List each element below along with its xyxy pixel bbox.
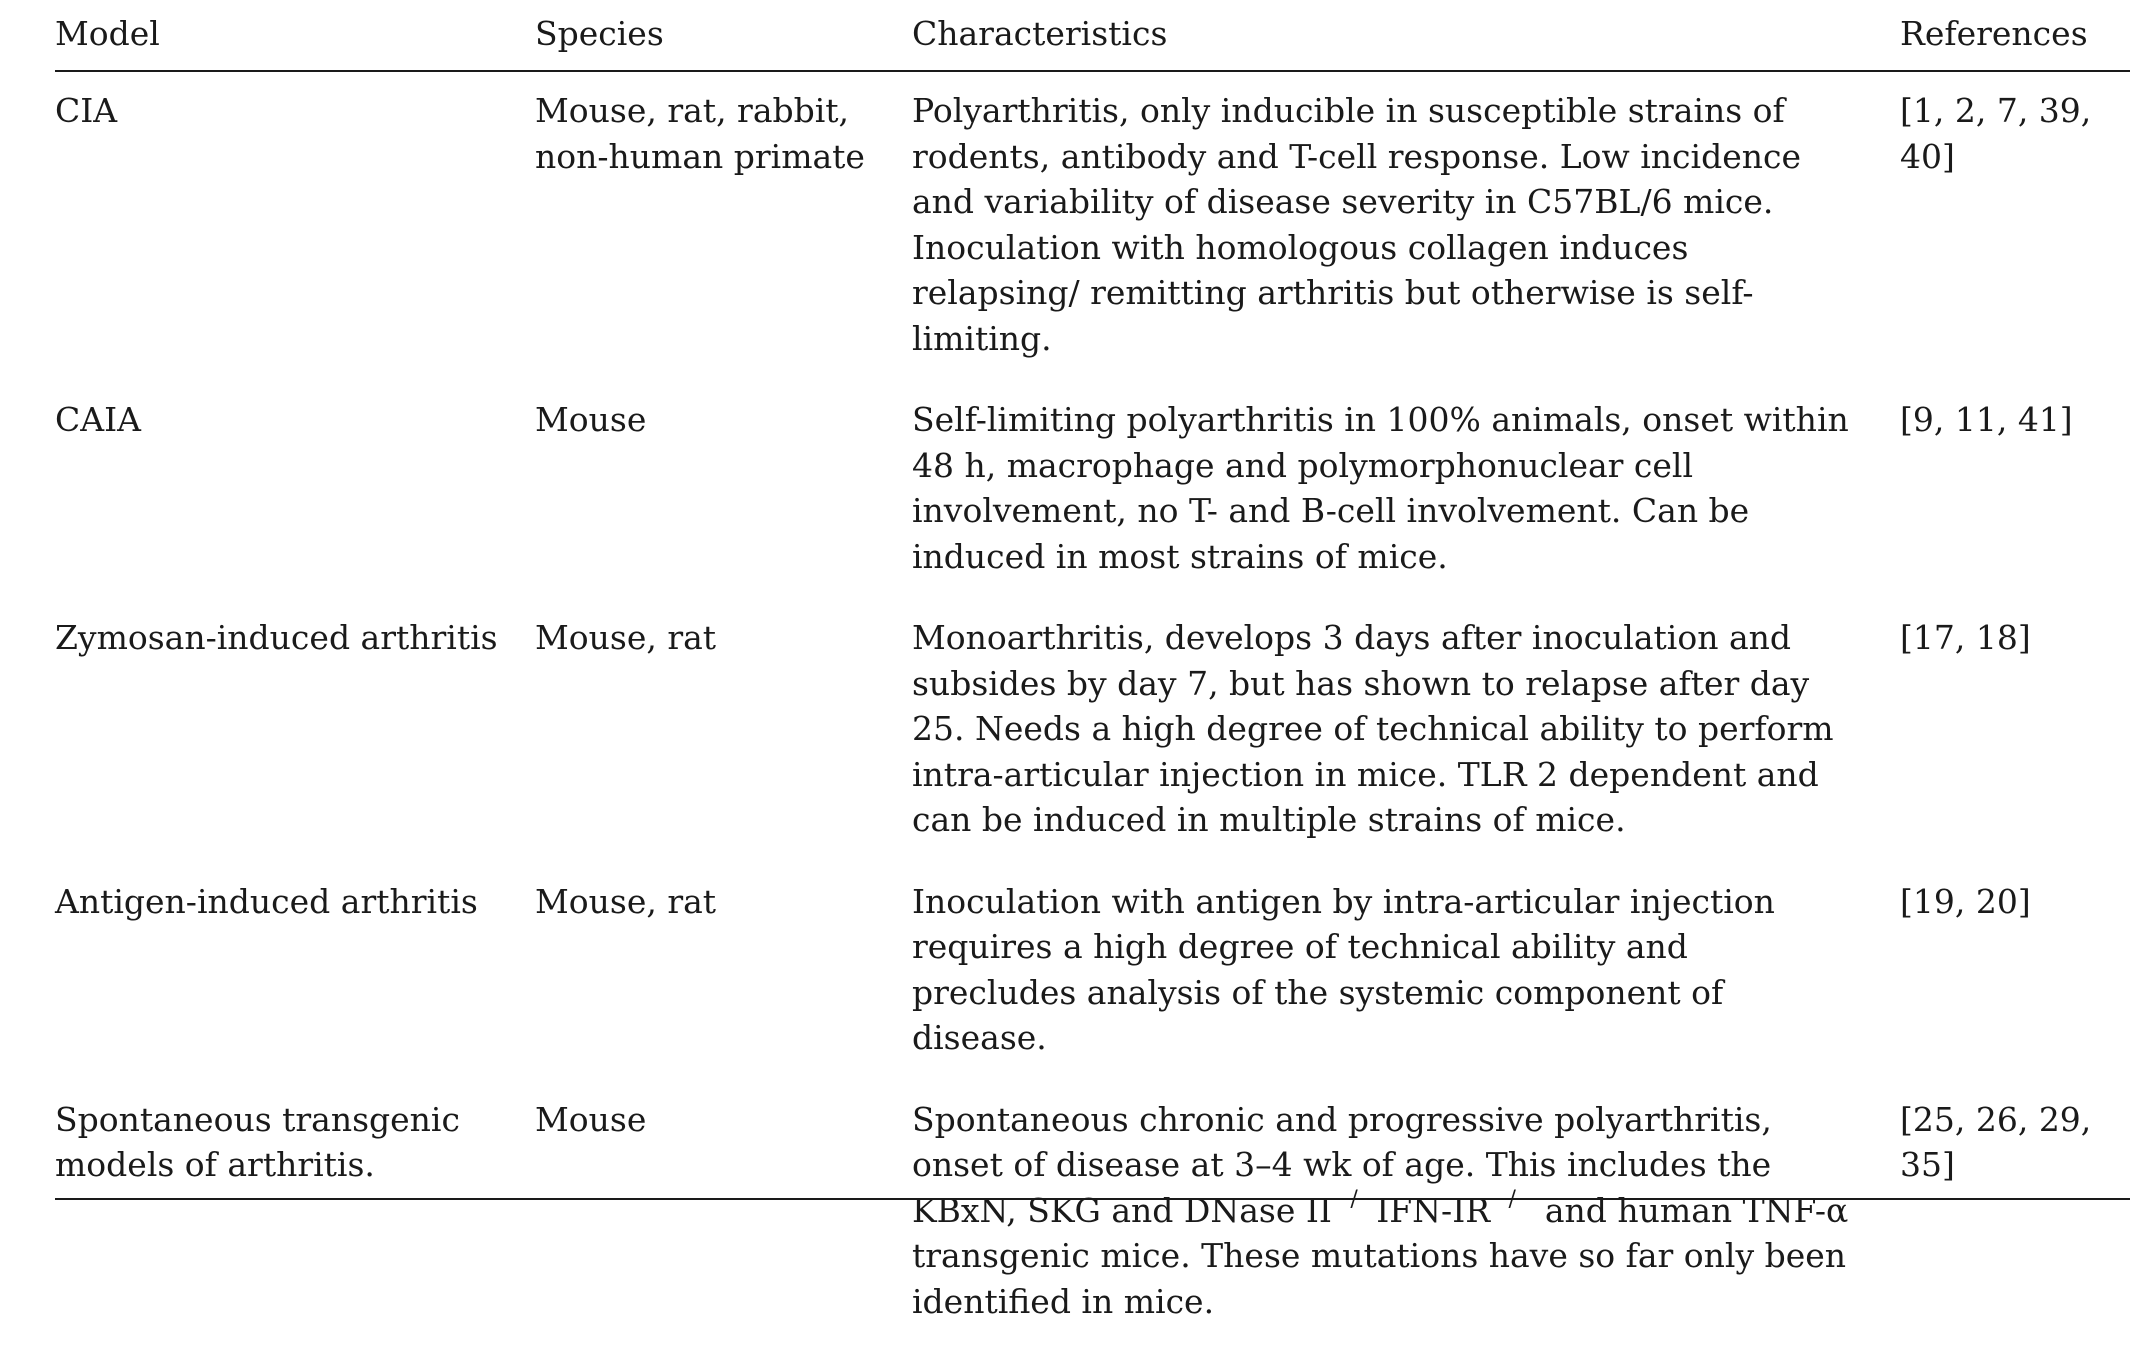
superscript-knockout-2: −/−	[1490, 1187, 1534, 1212]
characteristics-part-2: IFN-IR	[1376, 1191, 1490, 1230]
cell-species: Mouse	[535, 1081, 912, 1346]
header-row	[55, 0, 2130, 71]
header-references: References	[1900, 0, 2130, 71]
table-row	[55, 1081, 2130, 1346]
cell-characteristics	[912, 863, 1900, 1081]
table-row	[55, 381, 2130, 599]
characteristics-part-1: Spontaneous chronic and progressive polyarthritis, onset of disease at 3–4 wk of age. This includes the KBxN, SKG and DNase II	[912, 1100, 1772, 1230]
cell-characteristics	[912, 71, 1900, 381]
cell-model: CIA	[55, 71, 535, 381]
cell-characteristics	[912, 381, 1900, 599]
table-bottom-rule	[55, 1198, 2130, 1200]
models-table-container	[55, 0, 2130, 1346]
arthritis-models-table	[55, 0, 2130, 1346]
cell-species: Mouse, rat	[535, 599, 912, 863]
characteristics-text	[912, 1097, 1852, 1325]
characteristics-text: Polyarthritis, only inducible in susceptible strains of rodents, antibody and T-cell response. Low incidence and variability of disease severity in C57BL/6 mice. Inoculation with homologous collagen induces relapsing/ remitting arthritis but otherwise is self-limiting.	[912, 88, 1852, 361]
cell-model: CAIA	[55, 381, 535, 599]
header-characteristics: Characteristics	[912, 0, 1900, 71]
cell-characteristics	[912, 1081, 1900, 1346]
cell-species: Mouse, rat	[535, 863, 912, 1081]
table-row	[55, 863, 2130, 1081]
characteristics-part-3: and human TNF-α transgenic mice. These mutations have so far only been identified in mice.	[912, 1191, 1848, 1321]
cell-references: [1, 2, 7, 39, 40]	[1900, 71, 2130, 381]
header-model: Model	[55, 0, 535, 71]
table-body	[55, 71, 2130, 1346]
cell-references: [19, 20]	[1900, 863, 2130, 1081]
header-species: Species	[535, 0, 912, 71]
characteristics-text: Self-limiting polyarthritis in 100% animals, onset within 48 h, macrophage and polymorphonuclear cell involvement, no T- and B-cell involvement. Can be induced in most strains of mice.	[912, 397, 1852, 579]
cell-species: Mouse, rat, rabbit, non-human primate	[535, 71, 912, 381]
cell-references: [17, 18]	[1900, 599, 2130, 863]
cell-model: Zymosan-induced arthritis	[55, 599, 535, 863]
table-header	[55, 0, 2130, 71]
table-row	[55, 599, 2130, 863]
cell-references: [25, 26, 29, 35]	[1900, 1081, 2130, 1346]
cell-model: Spontaneous transgenic models of arthritis.	[55, 1081, 535, 1346]
superscript-knockout-1: −/−	[1332, 1187, 1376, 1212]
cell-characteristics	[912, 599, 1900, 863]
cell-model: Antigen-induced arthritis	[55, 863, 535, 1081]
cell-references: [9, 11, 41]	[1900, 381, 2130, 599]
cell-species: Mouse	[535, 381, 912, 599]
table-row	[55, 71, 2130, 381]
characteristics-text: Monoarthritis, develops 3 days after inoculation and subsides by day 7, but has shown to relapse after day 25. Needs a high degree of technical ability to perform intra-articular injection in mice. TLR 2 dependent and can be induced in multiple strains of mice.	[912, 615, 1852, 843]
characteristics-text: Inoculation with antigen by intra-articular injection requires a high degree of technical ability and precludes analysis of the systemic component of disease.	[912, 879, 1852, 1061]
